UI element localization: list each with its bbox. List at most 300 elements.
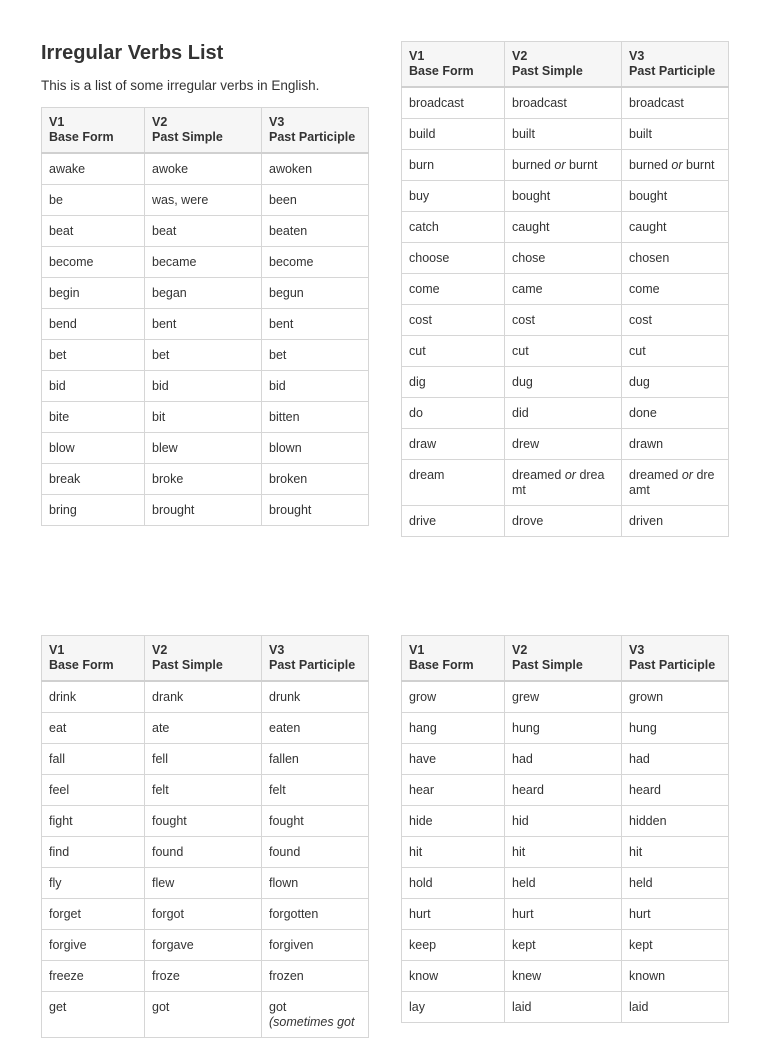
cell-v3 [622,681,729,713]
verb-form: bring [49,503,77,517]
header-label: Past Simple [152,658,223,672]
cell-v3 [262,961,369,992]
verb-form: bet [49,348,67,362]
verb-form: dig [409,375,426,389]
header-base-form [402,636,505,682]
header-label: Base Form [49,130,114,144]
header-past-participle [622,636,729,682]
cell-v1 [402,150,505,181]
verb-form: hit [409,845,423,859]
cell-v3 [262,744,369,775]
cell-v1 [42,371,145,402]
cell-v3 [262,309,369,340]
table-row [42,247,369,278]
verb-form: drank [152,690,184,704]
verb-form: laid [512,1000,532,1014]
cell-v2 [145,340,262,371]
verb-form: grown [629,690,664,704]
table-row [42,681,369,713]
cell-v2 [505,992,622,1023]
verb-form: come [409,282,440,296]
cell-v1 [42,961,145,992]
verb-form: beat [49,224,74,238]
verb-form: cut [629,344,646,358]
verb-form: hit [629,845,643,859]
cell-v3 [262,806,369,837]
table-row [42,433,369,464]
cell-v1 [402,930,505,961]
verb-form: forgave [152,938,194,952]
header-code: V3 [269,643,285,657]
verb-form: hid [512,814,529,828]
verb-form: do [409,406,423,420]
verb-form: dream [409,468,445,482]
table-row [402,837,729,868]
verbs-table-3 [41,635,369,1038]
verb-form: find [49,845,70,859]
verb-form: drawn [629,437,664,451]
verb-form: heard [629,783,661,797]
verb-form: be [49,193,63,207]
verb-form: found [269,845,301,859]
cell-v3 [262,185,369,216]
cell-v3 [622,806,729,837]
table-row [42,961,369,992]
cell-v1 [42,837,145,868]
table-row [402,681,729,713]
verb-form: hit [512,845,526,859]
verb-form: build [409,127,436,141]
cell-v1 [42,992,145,1038]
cell-v2 [145,464,262,495]
verb-form: chose [512,251,546,265]
verb-form: held [512,876,536,890]
verb-form: burned [512,158,551,172]
verb-form: had [629,752,650,766]
verbs-table-2 [401,41,729,537]
cell-v3 [262,930,369,961]
verb-form: kept [629,938,653,952]
verb-form: fight [49,814,73,828]
cell-v2 [145,433,262,464]
header-past-simple [145,636,262,682]
verb-form: dreamed [512,468,562,482]
cell-v3 [262,216,369,247]
cell-v1 [42,247,145,278]
verb-form: hung [629,721,657,735]
verb-form: become [49,255,94,269]
header-past-participle [262,636,369,682]
table-row [42,899,369,930]
header-past-simple [505,42,622,88]
or-connector: or [564,468,576,482]
verb-form: dreamt [512,468,605,497]
verb-form: drive [409,514,437,528]
verb-form: cost [629,313,652,327]
cell-v1 [402,336,505,367]
header-code: V3 [629,643,645,657]
header-code: V3 [269,115,285,129]
table-row [402,713,729,744]
cell-v3 [622,506,729,537]
verb-form: dug [512,375,533,389]
verb-form: forget [49,907,81,921]
cell-v1 [402,961,505,992]
verb-form: hear [409,783,435,797]
verb-form: bought [629,189,668,203]
verb-form: cut [409,344,426,358]
table-row [402,961,729,992]
cell-v3 [262,278,369,309]
cell-v1 [402,775,505,806]
verb-form: begin [49,286,80,300]
cell-v1 [42,495,145,526]
verb-form: ate [152,721,170,735]
verb-form: held [629,876,653,890]
verb-form: built [512,127,535,141]
cell-v3 [622,87,729,119]
header-base-form [402,42,505,88]
cell-v1 [42,930,145,961]
table-row [402,775,729,806]
cell-v2 [145,713,262,744]
verb-form: broadcast [409,96,464,110]
cell-v3 [262,402,369,433]
verb-form: eaten [269,721,301,735]
verb-form: fallen [269,752,299,766]
table-row [402,460,729,506]
verb-form: drove [512,514,544,528]
verb-form: burned [629,158,668,172]
verb-form: drink [49,690,77,704]
table-row [42,185,369,216]
header-row [42,636,369,682]
verb-form: had [512,752,533,766]
cell-v3 [622,992,729,1023]
cell-v2 [505,243,622,274]
cell-v1 [42,868,145,899]
header-label: Past Simple [152,130,223,144]
verb-form: brought [269,503,312,517]
verb-form: caught [512,220,550,234]
table-row [42,930,369,961]
cell-v2 [505,274,622,305]
header-code: V2 [152,643,168,657]
cell-v2 [505,150,622,181]
table-row [402,367,729,398]
table-row [402,87,729,119]
verb-form: forgotten [269,907,319,921]
verbs-table-1 [41,107,369,526]
page-title: Irregular Verbs List [41,42,224,64]
cell-v3 [622,119,729,150]
header-code: V1 [49,643,65,657]
cell-v3 [622,837,729,868]
verb-form: driven [629,514,664,528]
verb-form: bid [49,379,66,393]
or-connector: or [671,158,683,172]
cell-v1 [402,868,505,899]
table-row [402,243,729,274]
verb-form: broken [269,472,308,486]
verb-form: felt [269,783,286,797]
verb-form: awake [49,162,86,176]
cell-v1 [42,806,145,837]
cell-v2 [145,216,262,247]
cell-v1 [402,429,505,460]
or-connector: or [554,158,566,172]
header-label: Base Form [49,658,114,672]
verb-form: frozen [269,969,304,983]
verb-form: felt [152,783,169,797]
cell-v3 [262,153,369,185]
verb-form: laid [629,1000,649,1014]
cell-v3 [622,212,729,243]
cell-v2 [505,681,622,713]
cell-v1 [42,402,145,433]
verb-form: broadcast [512,96,567,110]
table-row [402,336,729,367]
verb-form: fought [152,814,187,828]
table-row [402,744,729,775]
table-row [42,992,369,1038]
cell-v2 [505,336,622,367]
verb-form: grow [409,690,437,704]
table-row [402,868,729,899]
cell-v1 [42,185,145,216]
verb-form: keep [409,938,437,952]
cell-v2 [145,371,262,402]
cell-v3 [622,868,729,899]
verb-form: drew [512,437,540,451]
header-code: V1 [409,643,425,657]
verb-form: come [629,282,660,296]
header-row [42,108,369,154]
cell-v2 [145,899,262,930]
cell-v2 [505,961,622,992]
cell-v2 [145,495,262,526]
cell-v3 [262,775,369,806]
verb-form: hold [409,876,433,890]
verb-form: burn [409,158,435,172]
verb-form: was, were [152,193,209,207]
table-row [402,305,729,336]
cell-v1 [402,119,505,150]
cell-v2 [505,87,622,119]
cell-v2 [505,899,622,930]
table-row [42,216,369,247]
cell-v1 [402,744,505,775]
cell-v2 [505,775,622,806]
verb-form: known [629,969,666,983]
verb-form: lay [409,1000,425,1014]
verb-form: dreamt [629,468,715,497]
verb-form: bet [152,348,170,362]
header-label: Past Participle [269,130,356,144]
table-row [402,930,729,961]
verb-form: bet [269,348,287,362]
header-code: V2 [512,643,528,657]
table-row [42,713,369,744]
cell-v2 [145,153,262,185]
cell-v3 [622,150,729,181]
cell-v2 [145,961,262,992]
cell-v1 [402,181,505,212]
verb-form: have [409,752,437,766]
verb-form: dug [629,375,650,389]
verb-form: forgiven [269,938,314,952]
cell-v2 [145,868,262,899]
cell-v3 [622,899,729,930]
cell-v2 [505,868,622,899]
verb-form: grew [512,690,540,704]
verb-form: beat [152,224,177,238]
verb-form: drunk [269,690,301,704]
cell-v2 [505,837,622,868]
table-row [42,402,369,433]
cell-v1 [42,464,145,495]
cell-v3 [622,744,729,775]
verb-form: built [629,127,652,141]
cell-v2 [505,806,622,837]
verb-form: came [512,282,543,296]
cell-v1 [42,775,145,806]
cell-v3 [622,961,729,992]
cell-v3 [622,274,729,305]
intro-text: This is a list of some irregular verbs in English. [41,78,320,93]
cell-v1 [402,367,505,398]
cell-v2 [145,309,262,340]
header-code: V3 [629,49,645,63]
verb-form: bent [152,317,177,331]
verb-form: buy [409,189,430,203]
verb-form: fell [152,752,168,766]
verb-form: brought [152,503,195,517]
cell-v1 [42,744,145,775]
header-code: V1 [409,49,425,63]
verb-form: chosen [629,251,670,265]
verb-form: got [269,1000,287,1014]
cell-v1 [402,992,505,1023]
cell-v1 [402,274,505,305]
table-row [42,340,369,371]
cell-v1 [42,899,145,930]
verb-form: blow [49,441,75,455]
header-base-form [42,108,145,154]
cell-v3 [262,247,369,278]
cell-v1 [42,278,145,309]
table-row [42,744,369,775]
verb-form: bought [512,189,551,203]
or-connector: or [681,468,693,482]
verb-form: flew [152,876,175,890]
cell-v2 [505,181,622,212]
cell-v2 [505,930,622,961]
verb-form: bitten [269,410,300,424]
header-label: Base Form [409,64,474,78]
verb-form: done [629,406,657,420]
verb-form: flown [269,876,299,890]
cell-v2 [505,305,622,336]
table-row [402,212,729,243]
verb-form: bend [49,317,77,331]
cell-v1 [402,212,505,243]
table-row [42,278,369,309]
header-label: Past Participle [269,658,356,672]
verb-form: begun [269,286,304,300]
verb-form: cost [512,313,535,327]
cell-v1 [402,837,505,868]
cell-v3 [262,681,369,713]
cell-v2 [145,806,262,837]
verb-form: beaten [269,224,308,238]
verb-form: been [269,193,297,207]
verb-form: eat [49,721,67,735]
cell-v3 [622,713,729,744]
verb-note: (sometimes got [269,1015,355,1029]
table-row [42,153,369,185]
cell-v1 [402,899,505,930]
verb-form: cost [409,313,432,327]
header-code: V1 [49,115,65,129]
verb-form: found [152,845,184,859]
cell-v1 [402,87,505,119]
verb-form: burnt [569,158,598,172]
header-past-participle [262,108,369,154]
header-label: Base Form [409,658,474,672]
cell-v3 [262,837,369,868]
table-row [402,899,729,930]
verb-form: fought [269,814,304,828]
verb-form: bent [269,317,294,331]
cell-v1 [42,433,145,464]
verb-form: choose [409,251,450,265]
verb-form: did [512,406,529,420]
cell-v2 [505,506,622,537]
verb-form: get [49,1000,67,1014]
cell-v3 [262,340,369,371]
header-row [402,42,729,88]
verb-form: draw [409,437,437,451]
verb-form: freeze [49,969,84,983]
verb-form: blew [152,441,178,455]
cell-v3 [622,336,729,367]
cell-v3 [622,305,729,336]
cell-v1 [402,305,505,336]
cell-v2 [505,713,622,744]
verb-form: began [152,286,187,300]
cell-v3 [622,181,729,212]
cell-v2 [145,247,262,278]
table-row [402,119,729,150]
cell-v2 [505,429,622,460]
cell-v2 [145,930,262,961]
verb-form: burnt [686,158,715,172]
cell-v2 [145,775,262,806]
table-row [42,837,369,868]
table-row [42,495,369,526]
cell-v2 [145,744,262,775]
verb-form: catch [409,220,439,234]
cell-v3 [262,992,369,1038]
cell-v1 [42,216,145,247]
cell-v1 [402,806,505,837]
header-past-simple [505,636,622,682]
verb-form: froze [152,969,180,983]
verb-form: cut [512,344,529,358]
cell-v1 [42,340,145,371]
cell-v3 [262,495,369,526]
